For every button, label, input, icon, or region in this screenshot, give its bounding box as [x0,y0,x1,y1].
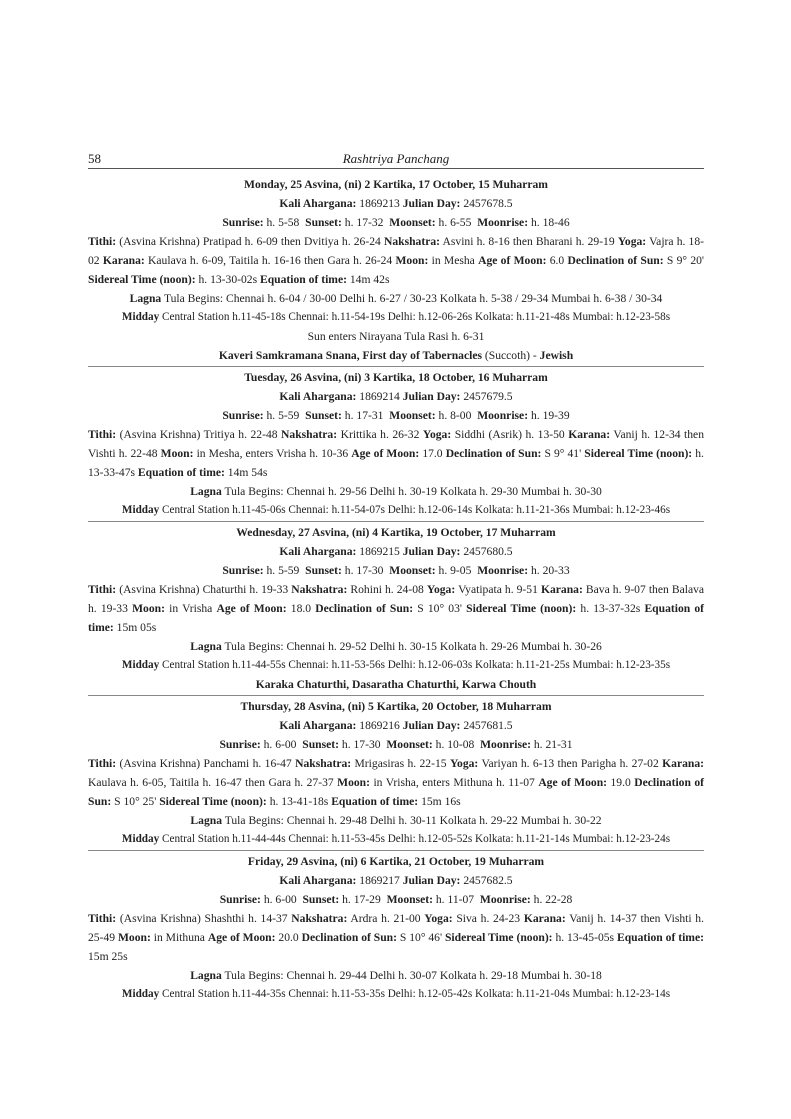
sunrise-value: h. 5-59 [266,564,300,577]
sunset-value: h. 17-32 [344,216,384,229]
moon-value: in Mesha, enters Vrisha h. 10-36 [196,447,349,460]
moon-label: Moon: [132,602,165,615]
day-heading: Monday, 25 Asvina, (ni) 2 Kartika, 17 October, 15 Muharram [244,178,548,191]
karana-value: Vanij h. 14-37 then Vishti h. 25-49 [88,912,704,944]
age-of-moon-label: Age of Moon: [538,776,608,789]
nakshatra-label: Nakshatra: [383,235,440,248]
panchang-details [88,754,704,811]
moonrise-value: h. 18-46 [530,216,570,229]
moonset-label: Moonset: [389,216,436,229]
sun-moon-times [88,406,704,425]
lagna-value: Tula Begins: Chennai h. 29-44 Delhi h. 30-07 Kolkata h. 29-18 Mumbai h. 30-18 [224,969,602,982]
lagna-line [88,482,704,501]
lagna-label: Lagna [190,814,222,827]
sunset-value: h. 17-29 [342,893,381,906]
equation-of-time-label: Equation of time: [331,795,419,808]
midday-value: Central Station h.11-44-35s Chennai: h.11-53-35s Delhi: h.12-05-42s Kolkata: h.11-21-04s Mumbai: h.12-23-14s [162,988,671,1000]
sidereal-time-label: Sidereal Time (noon): [466,602,577,615]
moonrise-label: Moonrise: [477,564,529,577]
moon-value: in Mithuna [153,931,205,944]
sunrise-value: h. 5-59 [266,409,300,422]
day-heading: Wednesday, 27 Asvina, (ni) 4 Kartika, 19 October, 17 Muharram [236,526,556,539]
moonset-value: h. 8-00 [438,409,472,422]
nakshatra-label: Nakshatra: [281,428,338,441]
page-header [88,150,704,168]
moonrise-value: h. 21-31 [533,738,573,751]
midday-value: Central Station h.11-44-44s Chennai: h.11-53-45s Delhi: h.12-05-52s Kolkata: h.11-21-14s Mumbai: h.12-23-24s [162,833,671,845]
equation-of-time-label: Equation of time: [88,602,705,634]
tithi-value: (Asvina Krishna) Shashthi h. 14-37 [119,912,288,925]
festival-community: Jewish [539,349,574,362]
nakshatra-value: Asvini h. 8-16 then Bharani h. 29-19 [442,235,615,248]
sunset-value: h. 17-30 [344,564,384,577]
julian-label: Julian Day: [402,197,461,210]
tithi-label: Tithi: [88,757,117,770]
sun-moon-times [88,890,704,909]
age-of-moon-value: 18.0 [290,602,312,615]
julian-label: Julian Day: [402,545,461,558]
equation-of-time-value: 14m 54s [227,466,268,479]
sunrise-label: Sunrise: [222,564,264,577]
karana-value: Bava h. 9-07 then Balava h. 19-33 [88,583,705,615]
ahargana-line [88,387,704,406]
sunrise-label: Sunrise: [219,738,261,751]
declination-label: Declination of Sun: [445,447,542,460]
declination-value: S 9° 41' [544,447,582,460]
sunset-label: Sunset: [302,893,340,906]
yoga-label: Yoga: [617,235,647,248]
kali-label: Kali Ahargana: [279,197,357,210]
declination-label: Declination of Sun: [567,254,664,267]
karana-label: Karana: [662,757,704,770]
day-entry-thursday [88,695,704,850]
kali-value: 1869215 [359,545,400,558]
tithi-value: (Asvina Krishna) Tritiya h. 22-48 [119,428,278,441]
tithi-label: Tithi: [88,235,117,248]
age-of-moon-value: 6.0 [549,254,565,267]
event-line: Sun enters Nirayana Tula Rasi h. 6-31 [307,330,485,343]
yoga-label: Yoga: [426,583,456,596]
moonset-value: h. 9-05 [438,564,472,577]
yoga-value: Siva h. 24-23 [456,912,521,925]
midday-label: Midday [121,504,160,516]
sidereal-time-label: Sidereal Time (noon): [444,931,553,944]
moon-label: Moon: [160,447,194,460]
day-entry-friday [88,850,704,1005]
lagna-value: Tula Begins: Chennai h. 29-48 Delhi h. 30-11 Kolkata h. 29-22 Mumbai h. 30-22 [224,814,602,827]
moonrise-label: Moonrise: [477,216,529,229]
ahargana-line [88,871,704,890]
midday-label: Midday [121,988,160,1000]
sun-moon-times [88,735,704,754]
nakshatra-label: Nakshatra: [295,757,352,770]
day-heading: Tuesday, 26 Asvina, (ni) 3 Kartika, 18 October, 16 Muharram [244,371,548,384]
tithi-label: Tithi: [88,428,117,441]
julian-label: Julian Day: [402,719,461,732]
sunset-value: h. 17-30 [341,738,381,751]
ahargana-line [88,194,704,213]
declination-value: S 10° 03' [417,602,462,615]
sun-moon-times [88,561,704,580]
sunrise-value: h. 5-58 [266,216,300,229]
sidereal-time-label: Sidereal Time (noon): [584,447,693,460]
midday-value: Central Station h.11-45-18s Chennai: h.11-54-19s Delhi: h.12-06-26s Kolkata: h.11-21-48s Mumbai: h.12-23-58s [162,311,671,323]
moon-value: in Vrisha, enters Mithuna h. 11-07 [373,776,535,789]
day-heading: Friday, 29 Asvina, (ni) 6 Kartika, 21 October, 19 Muharram [247,855,545,868]
age-of-moon-label: Age of Moon: [351,447,420,460]
tithi-value: (Asvina Krishna) Pratipad h. 6-09 then Dvitiya h. 26-24 [119,235,381,248]
moonset-value: h. 6-55 [438,216,472,229]
tithi-label: Tithi: [88,583,117,596]
age-of-moon-value: 20.0 [278,931,299,944]
yoga-label: Yoga: [422,428,452,441]
julian-value: 2457680.5 [463,545,513,558]
nakshatra-label: Nakshatra: [291,912,348,925]
sunrise-value: h. 6-00 [263,893,297,906]
equation-of-time-label: Equation of time: [260,273,347,286]
midday-line [88,985,704,1004]
panchang-details [88,232,704,289]
sunset-label: Sunset: [302,738,339,751]
moonset-label: Moonset: [389,564,436,577]
nakshatra-value: Ardra h. 21-00 [350,912,421,925]
declination-label: Declination of Sun: [301,931,397,944]
julian-label: Julian Day: [402,390,461,403]
yoga-label: Yoga: [449,757,479,770]
sidereal-time-value: h. 13-33-47s [88,447,704,479]
kali-value: 1869213 [359,197,400,210]
midday-line [88,308,704,327]
julian-value: 2457681.5 [463,719,513,732]
festival-line: Karaka Chaturthi, Dasaratha Chaturthi, Karwa Chouth [255,678,537,691]
moonrise-label: Moonrise: [479,893,531,906]
equation-of-time-value: 15m 25s [88,950,128,963]
lagna-value: Tula Begins: Chennai h. 29-56 Delhi h. 30-19 Kolkata h. 29-30 Mumbai h. 30-30 [224,485,602,498]
sidereal-time-label: Sidereal Time (noon): [159,795,267,808]
declination-value: S 10° 25' [114,795,157,808]
lagna-value: Tula Begins: Chennai h. 29-52 Delhi h. 30-15 Kolkata h. 29-26 Mumbai h. 30-26 [224,640,602,653]
declination-value: S 10° 46' [399,931,443,944]
day-entry-wednesday [88,521,704,695]
karana-label: Karana: [102,254,145,267]
karana-value: Kaulava h. 6-05, Taitila h. 16-47 then Gara h. 27-37 [88,776,334,789]
julian-value: 2457679.5 [463,390,513,403]
ahargana-line [88,716,704,735]
age-of-moon-value: 17.0 [422,447,443,460]
sunrise-label: Sunrise: [222,409,264,422]
equation-of-time-label: Equation of time: [616,931,704,944]
panchang-details [88,580,704,637]
sidereal-time-value: h. 13-30-02s [198,273,258,286]
page-number: 58 [88,151,101,166]
equation-of-time-label: Equation of time: [137,466,225,479]
sunset-label: Sunset: [305,564,342,577]
moonset-label: Moonset: [386,738,433,751]
declination-value: S 9° 20' [666,254,704,267]
yoga-label: Yoga: [424,912,453,925]
age-of-moon-label: Age of Moon: [478,254,547,267]
kali-value: 1869217 [359,874,400,887]
midday-value: Central Station h.11-45-06s Chennai: h.11-54-07s Delhi: h.12-06-14s Kolkata: h.11-21-36s Mumbai: h.12-23-46s [162,504,671,516]
moonrise-value: h. 19-39 [530,409,570,422]
age-of-moon-label: Age of Moon: [207,931,276,944]
yoga-value: Vajra h. 18-02 [88,235,704,267]
festival-name: Kaveri Samkramana Snana, First day of Tabernacles [218,349,482,362]
moonrise-label: Moonrise: [477,409,529,422]
lagna-line [88,289,704,308]
midday-line [88,656,704,675]
nakshatra-value: Mrigasiras h. 22-15 [354,757,447,770]
lagna-label: Lagna [190,640,222,653]
kali-label: Kali Ahargana: [279,390,357,403]
ahargana-line [88,542,704,561]
moonrise-label: Moonrise: [480,738,531,751]
moonrise-value: h. 22-28 [533,893,573,906]
sidereal-time-value: h. 13-41-18s [269,795,329,808]
sunrise-label: Sunrise: [219,893,261,906]
sunset-value: h. 17-31 [344,409,384,422]
sunrise-label: Sunrise: [222,216,264,229]
moonset-label: Moonset: [386,893,433,906]
yoga-value: Vyatipata h. 9-51 [458,583,538,596]
tithi-value: (Asvina Krishna) Panchami h. 16-47 [119,757,292,770]
sunrise-value: h. 6-00 [263,738,297,751]
running-title: Rashtriya Panchang [342,151,450,166]
moonrise-value: h. 20-33 [530,564,570,577]
julian-value: 2457682.5 [463,874,513,887]
equation-of-time-value: 15m 05s [116,621,157,634]
nakshatra-value: Krittika h. 26-32 [340,428,420,441]
moonset-label: Moonset: [389,409,436,422]
kali-label: Kali Ahargana: [279,874,357,887]
karana-label: Karana: [568,428,611,441]
panchang-details [88,425,704,482]
festival-line [88,346,704,365]
julian-label: Julian Day: [402,874,461,887]
festival-note: (Succoth) - [482,349,540,362]
header-rule [88,168,704,169]
lagna-line [88,637,704,656]
yoga-value: Variyan h. 6-13 then Parigha h. 27-02 [481,757,659,770]
equation-of-time-value: 14m 42s [349,273,390,286]
midday-line [88,501,704,520]
sidereal-time-value: h. 13-45-05s [555,931,615,944]
kali-value: 1869216 [359,719,400,732]
lagna-line [88,811,704,830]
julian-value: 2457678.5 [463,197,513,210]
yoga-value: Siddhi (Asrik) h. 13-50 [454,428,565,441]
kali-label: Kali Ahargana: [279,545,357,558]
nakshatra-label: Nakshatra: [291,583,348,596]
lagna-line [88,966,704,985]
lagna-label: Lagna [190,485,222,498]
moon-label: Moon: [117,931,151,944]
day-entry-tuesday [88,366,704,521]
nakshatra-value: Rohini h. 24-08 [350,583,424,596]
sun-moon-times [88,213,704,232]
kali-value: 1869214 [359,390,400,403]
midday-value: Central Station h.11-44-55s Chennai: h.11-53-56s Delhi: h.12-06-03s Kolkata: h.11-21-25s Mumbai: h.12-23-35s [162,659,671,671]
age-of-moon-value: 19.0 [610,776,631,789]
karana-label: Karana: [523,912,566,925]
sunset-label: Sunset: [305,216,342,229]
moon-label: Moon: [395,254,429,267]
moonset-value: h. 10-08 [435,738,475,751]
declination-label: Declination of Sun: [315,602,414,615]
day-entry-monday [88,175,704,366]
day-heading: Thursday, 28 Asvina, (ni) 5 Kartika, 20 October, 18 Muharram [240,700,552,713]
panchang-details [88,909,704,966]
sidereal-time-value: h. 13-37-32s [580,602,641,615]
declination-label: Declination of Sun: [88,776,705,808]
moon-label: Moon: [337,776,370,789]
lagna-label: Lagna [129,292,162,305]
sidereal-time-label: Sidereal Time (noon): [88,273,196,286]
panchang-entries [88,175,704,1005]
equation-of-time-value: 15m 16s [421,795,461,808]
lagna-label: Lagna [190,969,222,982]
kali-label: Kali Ahargana: [279,719,357,732]
midday-label: Midday [121,833,160,845]
tithi-label: Tithi: [88,912,117,925]
tithi-value: (Asvina Krishna) Chaturthi h. 19-33 [119,583,289,596]
moon-value: in Vrisha [169,602,213,615]
sunset-label: Sunset: [305,409,342,422]
midday-label: Midday [121,311,160,323]
karana-value: Vanij h. 12-34 then Vishti h. 22-48 [88,428,704,460]
moon-value: in Mesha [431,254,475,267]
moonset-value: h. 11-07 [435,893,475,906]
karana-value: Kaulava h. 6-09, Taitila h. 16-16 then Gara h. 26-24 [148,254,393,267]
age-of-moon-label: Age of Moon: [216,602,287,615]
lagna-value: Tula Begins: Chennai h. 6-04 / 30-00 Delhi h. 6-27 / 30-23 Kolkata h. 5-38 / 29-34 Mumbai h. 6-38 / 30-34 [163,292,663,305]
midday-label: Midday [121,659,160,671]
midday-line [88,830,704,849]
karana-label: Karana: [540,583,583,596]
